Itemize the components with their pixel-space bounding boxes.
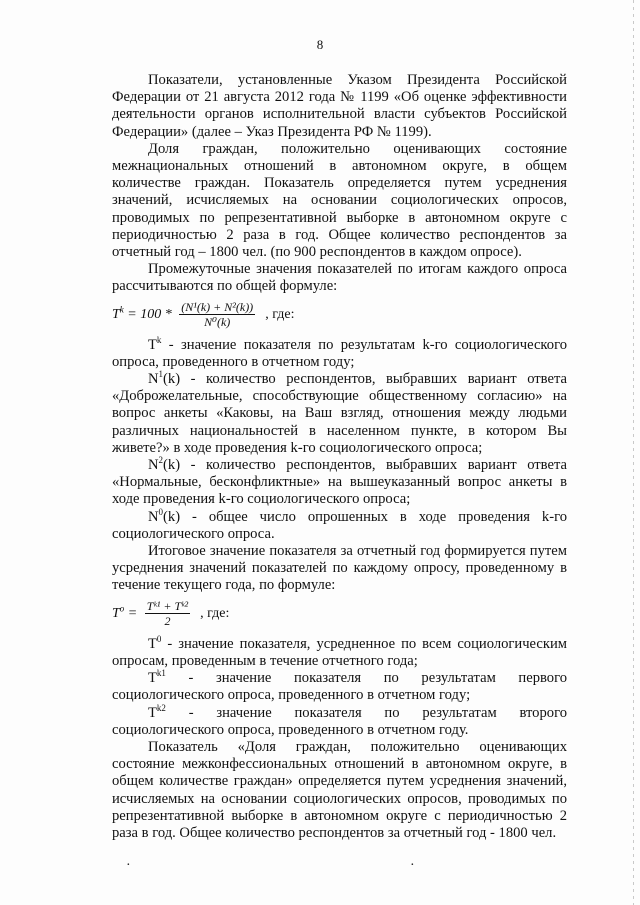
formula1-numerator: (N¹(k) + N²(k)) — [181, 299, 254, 314]
formula1-fraction — [179, 300, 255, 329]
paragraph-final-value: Итоговое значение показателя за отчетный год формируется путем усреднения значений показателей по каждому опросу, проведенному в течение текущего года, по формуле: — [112, 543, 567, 594]
paragraph-interfaith: Показатель «Доля граждан, положительно оценивающих состояние межконфессиональных отношений в автономном округе, в общем количестве граждан» определяется путем усреднения значений, исчисляемых на основании социологических опросов, проводимых по репрезентативной выборке в автономном округе с периодичностью 2 раза в год. Общее количество респондентов за отчетный год - 1800 чел. — [112, 738, 567, 841]
formula2-fraction — [145, 599, 190, 628]
formula2-denominator: 2 — [164, 613, 171, 628]
scan-edge-line — [633, 0, 634, 905]
formula2-eq: = — [124, 605, 141, 621]
page-number: 8 — [316, 37, 324, 52]
formula2-left: $T^o$ — [112, 602, 125, 621]
definition-n2: $N^2(k)$ - количество респондентов, выбравших вариант ответа «Нормальные, бесконфликтные» на вышеуказанный вопрос анкеты в ходе проведения k-го социологического опроса; — [112, 455, 567, 508]
definition-t0: $T^0$ - значение показателя, усредненное по всем социологическим опросам, проведенным в течение отчетного года; — [112, 633, 567, 669]
formula1-eq: = 100 * — [123, 306, 176, 322]
formula1-suffix: , где: — [265, 306, 295, 322]
document-body — [112, 72, 567, 842]
formula2-numerator: Tᵏ¹ + Tᵏ² — [146, 598, 189, 613]
definition-tk2: $T^{k2}$ - значение показателя по результатам второго социологического опроса, проведенного в отчетном году. — [112, 702, 567, 738]
formula1-denominator: N⁰(k) — [204, 314, 231, 329]
scan-dot-right: · — [410, 858, 415, 873]
formula-final — [112, 599, 567, 628]
paragraph-formula-intro: Промежуточные значения показателей по итогам каждого опроса рассчитываются по общей формуле: — [112, 261, 567, 295]
definition-tk1: $T^{k1}$ - значение показателя по результатам первого социологического опроса, проведенного в отчетном году; — [112, 668, 567, 704]
formula1-left: $T^k$ — [112, 303, 124, 322]
definition-n1: $N^1(k)$ - количество респондентов, выбравших вариант ответа «Доброжелательные, способствующие общественному согласию» на вопрос анкеты «Каковы, на Ваш взгляд, отношения между людьми различных национальностей в населенном пункте, в котором Вы живете?» в ходе проведения k-го социологического опроса; — [112, 369, 567, 456]
scan-dot-left: · — [126, 858, 131, 873]
paragraph-share-of-citizens: Доля граждан, положительно оценивающих состояние межнациональных отношений в автономном округе, в общем количестве граждан. Показатель определяется путем усреднения значений, исчисляемых на основании социологических опросов, проводимых по репрезентативной выборке в автономном округе с периодичностью 2 раза в год. Общее количество респондентов за отчетный год – 1800 чел. (по 900 респондентов в каждом опросе). — [112, 140, 567, 261]
definition-tk: $T^k$ - значение показателя по результатам k-го социологического опроса, проведенного в отчетном году; — [112, 334, 567, 370]
paragraph-indicators-intro: Показатели, установленные Указом Президента Российской Федерации от 21 августа 2012 года № 1199 «Об оценке эффективности деятельности органов исполнительной власти субъектов Российской Федерации» (далее – Указ Президента РФ № 1199). — [112, 72, 567, 140]
formula-intermediate — [112, 300, 567, 329]
definition-n0: $N^0(k)$ - общее число опрошенных в ходе проведения k-го социологического опроса. — [112, 506, 567, 542]
formula2-suffix: , где: — [200, 605, 230, 621]
